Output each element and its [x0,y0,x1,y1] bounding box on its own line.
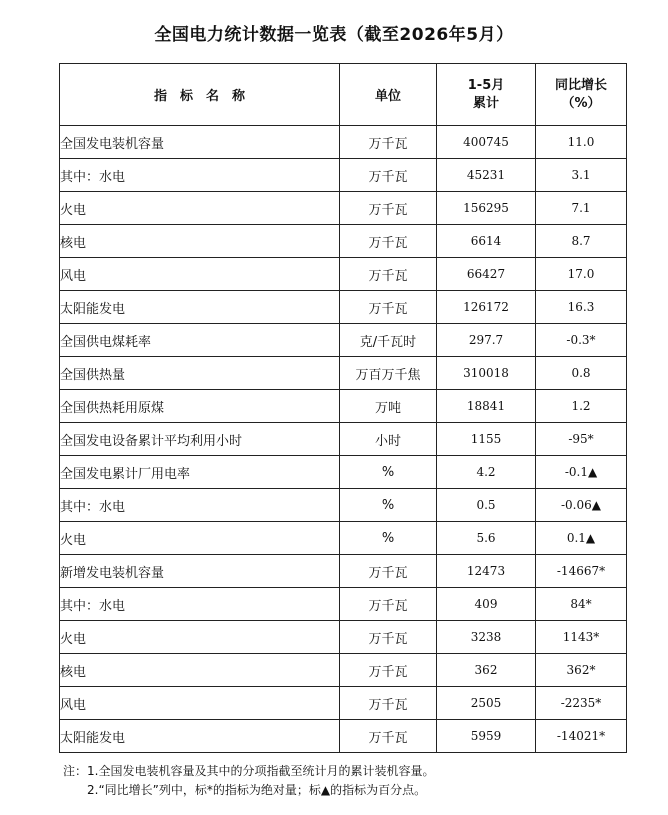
row-unit: 小时 [340,423,437,456]
header-cumulative [437,64,536,126]
table-row [60,159,627,192]
row-indicator-name: 全国发电累计厂用电率 [60,456,340,489]
row-indicator-name: 风电 [60,258,340,291]
row-indicator-name: 太阳能发电 [60,720,340,753]
table-row [60,588,627,621]
row-unit: % [340,456,437,489]
table-row [60,621,627,654]
header-unit: 单位 [340,64,437,126]
row-cumulative-value: 66427 [437,258,536,291]
row-unit: 万千瓦 [340,225,437,258]
header-yoy [536,64,627,126]
row-cumulative-value: 126172 [437,291,536,324]
table-row [60,555,627,588]
row-yoy-growth: 11.0 [536,126,627,159]
row-yoy-growth: -0.06▲ [536,489,627,522]
row-unit: 万千瓦 [340,621,437,654]
row-cumulative-value: 310018 [437,357,536,390]
row-cumulative-value: 12473 [437,555,536,588]
row-yoy-growth: 16.3 [536,291,627,324]
header-indicator-name: 指 标 名 称 [60,64,340,126]
row-cumulative-value: 2505 [437,687,536,720]
row-yoy-growth: -0.3* [536,324,627,357]
row-cumulative-value: 5959 [437,720,536,753]
row-cumulative-value: 3238 [437,621,536,654]
row-yoy-growth: 1143* [536,621,627,654]
row-indicator-name: 全国发电设备累计平均利用小时 [60,423,340,456]
header-cumulative-line1: 1-5月 [467,77,505,93]
row-indicator-name: 火电 [60,192,340,225]
row-yoy-growth: 17.0 [536,258,627,291]
row-yoy-growth: 1.2 [536,390,627,423]
row-indicator-name: 核电 [60,654,340,687]
row-indicator-name: 新增发电装机容量 [60,555,340,588]
row-cumulative-value: 409 [437,588,536,621]
row-yoy-growth: 3.1 [536,159,627,192]
row-yoy-growth: 84* [536,588,627,621]
table-row [60,423,627,456]
row-indicator-name: 全国供热耗用原煤 [60,390,340,423]
table-row [60,390,627,423]
row-indicator-name: 其中：水电 [60,489,340,522]
row-unit: 万千瓦 [340,588,437,621]
row-yoy-growth: 7.1 [536,192,627,225]
header-cumulative-line2: 累计 [472,95,499,111]
row-unit: 万吨 [340,390,437,423]
table-row [60,192,627,225]
row-unit: 万千瓦 [340,192,437,225]
header-yoy-line1: 同比增长 [554,77,607,93]
row-yoy-growth: 0.1▲ [536,522,627,555]
row-indicator-name: 全国供电煤耗率 [60,324,340,357]
row-yoy-growth: -14021* [536,720,627,753]
table-row [60,456,627,489]
footnotes [63,762,653,800]
table-row [60,357,627,390]
table-row [60,654,627,687]
statistics-table [59,63,627,753]
footnote-2: 2.“同比增长”列中，标*的指标为绝对量；标▲的指标为百分点。 [87,783,427,797]
row-unit: % [340,489,437,522]
row-cumulative-value: 6614 [437,225,536,258]
row-unit: 万千瓦 [340,291,437,324]
row-cumulative-value: 156295 [437,192,536,225]
row-yoy-growth: -95* [536,423,627,456]
row-cumulative-value: 5.6 [437,522,536,555]
row-cumulative-value: 362 [437,654,536,687]
table-row [60,291,627,324]
header-yoy-line2: （%） [561,95,601,111]
row-indicator-name: 火电 [60,621,340,654]
row-cumulative-value: 400745 [437,126,536,159]
footnote-1: 注：1.全国发电装机容量及其中的分项指截至统计月的累计装机容量。 [63,764,435,778]
row-indicator-name: 其中：水电 [60,588,340,621]
row-cumulative-value: 18841 [437,390,536,423]
page-title: 全国电力统计数据一览表（截至2026年5月） [154,25,514,45]
row-yoy-growth: -14667* [536,555,627,588]
row-cumulative-value: 45231 [437,159,536,192]
row-yoy-growth: -0.1▲ [536,456,627,489]
row-yoy-growth: 0.8 [536,357,627,390]
row-indicator-name: 太阳能发电 [60,291,340,324]
row-unit: 万千瓦 [340,720,437,753]
table-row [60,258,627,291]
row-indicator-name: 核电 [60,225,340,258]
row-yoy-growth: 8.7 [536,225,627,258]
table-body [60,126,627,753]
table-row [60,720,627,753]
row-indicator-name: 风电 [60,687,340,720]
row-cumulative-value: 0.5 [437,489,536,522]
row-yoy-growth: -2235* [536,687,627,720]
table-row [60,324,627,357]
row-unit: 万千瓦 [340,654,437,687]
row-cumulative-value: 1155 [437,423,536,456]
row-unit: 克/千瓦时 [340,324,437,357]
row-unit: 万百万千焦 [340,357,437,390]
table-row [60,126,627,159]
row-indicator-name: 火电 [60,522,340,555]
row-unit: 万千瓦 [340,687,437,720]
row-unit: 万千瓦 [340,258,437,291]
row-cumulative-value: 4.2 [437,456,536,489]
table-row [60,225,627,258]
row-unit: % [340,522,437,555]
row-indicator-name: 全国供热量 [60,357,340,390]
row-unit: 万千瓦 [340,159,437,192]
row-unit: 万千瓦 [340,555,437,588]
table-header-row [60,64,627,126]
row-unit: 万千瓦 [340,126,437,159]
row-indicator-name: 其中：水电 [60,159,340,192]
row-yoy-growth: 362* [536,654,627,687]
table-row [60,489,627,522]
table-row [60,522,627,555]
row-indicator-name: 全国发电装机容量 [60,126,340,159]
table-row [60,687,627,720]
row-cumulative-value: 297.7 [437,324,536,357]
